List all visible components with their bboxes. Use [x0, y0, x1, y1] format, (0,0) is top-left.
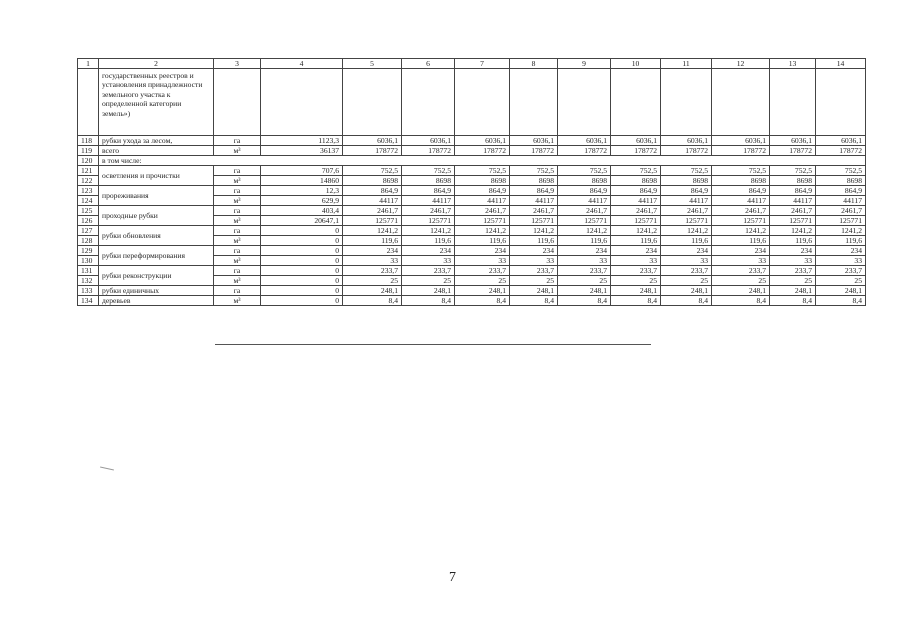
unit-cell: га	[214, 246, 261, 256]
table-cell	[661, 69, 712, 136]
value-cell: 0	[261, 256, 343, 266]
value-cell: 2461,7	[712, 206, 770, 216]
value-cell: 125771	[770, 216, 816, 226]
page-number: 7	[449, 570, 456, 585]
value-cell: 125771	[510, 216, 558, 226]
value-cell: 25	[402, 276, 455, 286]
row-label: в том числе:	[99, 156, 866, 166]
value-cell: 125771	[455, 216, 510, 226]
value-cell: 25	[343, 276, 402, 286]
value-cell: 178772	[455, 146, 510, 156]
table-cell	[510, 69, 558, 136]
value-cell: 12,3	[261, 186, 343, 196]
value-cell: 8,4	[712, 296, 770, 306]
unit-cell: га	[214, 206, 261, 216]
unit-cell: га	[214, 286, 261, 296]
value-cell: 25	[611, 276, 661, 286]
value-cell: 233,7	[343, 266, 402, 276]
value-cell: 119,6	[816, 236, 866, 246]
value-cell: 25	[558, 276, 611, 286]
value-cell: 234	[661, 246, 712, 256]
row-number: 133	[78, 286, 99, 296]
unit-cell: м³	[214, 146, 261, 156]
value-cell: 44117	[712, 196, 770, 206]
value-cell: 234	[712, 246, 770, 256]
column-number: 14	[816, 59, 866, 69]
value-cell: 752,5	[661, 166, 712, 176]
value-cell: 0	[261, 276, 343, 286]
value-cell: 6036,1	[455, 136, 510, 146]
value-cell: 248,1	[510, 286, 558, 296]
value-cell: 119,6	[343, 236, 402, 246]
value-cell: 248,1	[455, 286, 510, 296]
column-number: 11	[661, 59, 712, 69]
value-cell: 1241,2	[712, 226, 770, 236]
value-cell: 44117	[558, 196, 611, 206]
value-cell: 752,5	[343, 166, 402, 176]
value-cell: 119,6	[712, 236, 770, 246]
table-cell	[558, 69, 611, 136]
value-cell: 8,4	[611, 296, 661, 306]
row-number: 119	[78, 146, 99, 156]
unit-cell: м³	[214, 196, 261, 206]
table-cell	[214, 69, 261, 136]
row-label: государственных реестров и установления принадлежности земельного участка к определенной категории земель»)	[99, 69, 214, 136]
column-number: 13	[770, 59, 816, 69]
row-number: 125	[78, 206, 99, 216]
unit-cell: м³	[214, 276, 261, 286]
unit-cell: м³	[214, 256, 261, 266]
value-cell: 864,9	[510, 186, 558, 196]
value-cell: 178772	[816, 146, 866, 156]
value-cell: 248,1	[661, 286, 712, 296]
value-cell: 25	[770, 276, 816, 286]
table-row	[78, 206, 866, 216]
table-cell	[816, 69, 866, 136]
value-cell: 33	[402, 256, 455, 266]
value-cell: 33	[455, 256, 510, 266]
value-cell: 864,9	[558, 186, 611, 196]
value-cell: 234	[611, 246, 661, 256]
unit-cell: м³	[214, 296, 261, 306]
value-cell: 234	[770, 246, 816, 256]
value-cell: 233,7	[455, 266, 510, 276]
value-cell: 233,7	[558, 266, 611, 276]
row-label: рубки реконструкции	[99, 266, 214, 286]
table-row	[78, 146, 866, 156]
value-cell: 178772	[510, 146, 558, 156]
value-cell: 125771	[661, 216, 712, 226]
unit-cell: га	[214, 226, 261, 236]
value-cell: 864,9	[402, 186, 455, 196]
value-cell: 33	[611, 256, 661, 266]
value-cell: 125771	[611, 216, 661, 226]
value-cell: 125771	[343, 216, 402, 226]
value-cell: 0	[261, 286, 343, 296]
value-cell: 234	[402, 246, 455, 256]
value-cell: 234	[816, 246, 866, 256]
value-cell: 8698	[611, 176, 661, 186]
value-cell: 752,5	[712, 166, 770, 176]
value-cell: 234	[558, 246, 611, 256]
row-number: 118	[78, 136, 99, 146]
value-cell: 1123,3	[261, 136, 343, 146]
value-cell: 44117	[402, 196, 455, 206]
row-label: прореживания	[99, 186, 214, 206]
unit-cell: га	[214, 136, 261, 146]
table-row	[78, 156, 866, 166]
column-number: 7	[455, 59, 510, 69]
value-cell: 233,7	[661, 266, 712, 276]
value-cell: 2461,7	[510, 206, 558, 216]
value-cell: 8698	[816, 176, 866, 186]
unit-cell: га	[214, 186, 261, 196]
row-number: 123	[78, 186, 99, 196]
value-cell: 36137	[261, 146, 343, 156]
value-cell: 6036,1	[712, 136, 770, 146]
value-cell: 1241,2	[402, 226, 455, 236]
value-cell: 25	[816, 276, 866, 286]
value-cell: 8698	[770, 176, 816, 186]
value-cell: 1241,2	[611, 226, 661, 236]
value-cell: 0	[261, 266, 343, 276]
value-cell: 2461,7	[455, 206, 510, 216]
value-cell: 8,4	[402, 296, 455, 306]
row-number: 120	[78, 156, 99, 166]
value-cell: 25	[455, 276, 510, 286]
value-cell: 119,6	[510, 236, 558, 246]
table-cell	[402, 69, 455, 136]
value-cell: 33	[816, 256, 866, 266]
value-cell: 44117	[611, 196, 661, 206]
value-cell: 248,1	[712, 286, 770, 296]
value-cell: 2461,7	[770, 206, 816, 216]
column-number: 8	[510, 59, 558, 69]
table-row	[78, 266, 866, 276]
value-cell: 125771	[816, 216, 866, 226]
value-cell: 752,5	[558, 166, 611, 176]
value-cell: 119,6	[558, 236, 611, 246]
value-cell: 33	[343, 256, 402, 266]
table-row	[78, 69, 866, 136]
value-cell: 33	[510, 256, 558, 266]
scan-mark	[100, 467, 114, 471]
unit-cell: м³	[214, 236, 261, 246]
value-cell: 8698	[712, 176, 770, 186]
value-cell: 8698	[343, 176, 402, 186]
value-cell: 248,1	[611, 286, 661, 296]
column-number: 6	[402, 59, 455, 69]
column-number: 4	[261, 59, 343, 69]
row-number: 134	[78, 296, 99, 306]
value-cell: 6036,1	[816, 136, 866, 146]
value-cell: 119,6	[402, 236, 455, 246]
row-number: 127	[78, 226, 99, 236]
unit-cell: га	[214, 166, 261, 176]
value-cell: 864,9	[770, 186, 816, 196]
value-cell: 33	[661, 256, 712, 266]
value-cell: 864,9	[611, 186, 661, 196]
value-cell: 25	[661, 276, 712, 286]
value-cell: 178772	[611, 146, 661, 156]
column-number: 12	[712, 59, 770, 69]
value-cell: 33	[770, 256, 816, 266]
column-number: 1	[78, 59, 99, 69]
value-cell: 1241,2	[455, 226, 510, 236]
value-cell: 2461,7	[611, 206, 661, 216]
row-label: деревьев	[99, 296, 214, 306]
column-number: 2	[99, 59, 214, 69]
value-cell: 752,5	[455, 166, 510, 176]
table-row	[78, 296, 866, 306]
value-cell: 2461,7	[558, 206, 611, 216]
value-cell: 178772	[712, 146, 770, 156]
value-cell: 248,1	[816, 286, 866, 296]
value-cell: 178772	[343, 146, 402, 156]
value-cell: 752,5	[611, 166, 661, 176]
row-label: осветления и прочистки	[99, 166, 214, 186]
row-label: всего	[99, 146, 214, 156]
value-cell: 2461,7	[816, 206, 866, 216]
value-cell: 125771	[402, 216, 455, 226]
value-cell: 8698	[661, 176, 712, 186]
value-cell: 1241,2	[510, 226, 558, 236]
value-cell: 8,4	[510, 296, 558, 306]
value-cell: 403,4	[261, 206, 343, 216]
table-row	[78, 186, 866, 196]
value-cell: 8698	[402, 176, 455, 186]
table-header-row	[78, 59, 866, 69]
value-cell: 233,7	[402, 266, 455, 276]
value-cell: 8,4	[343, 296, 402, 306]
value-cell: 178772	[558, 146, 611, 156]
unit-cell: м³	[214, 176, 261, 186]
value-cell: 8,4	[816, 296, 866, 306]
value-cell: 178772	[661, 146, 712, 156]
value-cell: 33	[558, 256, 611, 266]
value-cell: 234	[343, 246, 402, 256]
row-label: рубки единичных	[99, 286, 214, 296]
value-cell: 1241,2	[343, 226, 402, 236]
column-number: 5	[343, 59, 402, 69]
value-cell: 25	[510, 276, 558, 286]
value-cell: 178772	[770, 146, 816, 156]
value-cell: 1241,2	[661, 226, 712, 236]
value-cell: 233,7	[611, 266, 661, 276]
value-cell: 1241,2	[770, 226, 816, 236]
table-cell	[261, 69, 343, 136]
value-cell: 20647,1	[261, 216, 343, 226]
row-number: 132	[78, 276, 99, 286]
value-cell: 6036,1	[402, 136, 455, 146]
value-cell: 8,4	[770, 296, 816, 306]
value-cell: 6036,1	[510, 136, 558, 146]
row-number: 122	[78, 176, 99, 186]
value-cell: 864,9	[455, 186, 510, 196]
value-cell: 1241,2	[558, 226, 611, 236]
value-cell: 248,1	[558, 286, 611, 296]
value-cell: 629,9	[261, 196, 343, 206]
table-row	[78, 246, 866, 256]
value-cell: 44117	[770, 196, 816, 206]
value-cell: 44117	[661, 196, 712, 206]
value-cell: 125771	[558, 216, 611, 226]
value-cell: 1241,2	[816, 226, 866, 236]
value-cell: 864,9	[816, 186, 866, 196]
value-cell: 248,1	[770, 286, 816, 296]
value-cell: 119,6	[661, 236, 712, 246]
value-cell: 0	[261, 246, 343, 256]
table-row	[78, 286, 866, 296]
value-cell: 44117	[510, 196, 558, 206]
value-cell: 6036,1	[558, 136, 611, 146]
value-cell: 752,5	[816, 166, 866, 176]
value-cell: 233,7	[510, 266, 558, 276]
value-cell: 864,9	[343, 186, 402, 196]
row-label: рубки переформирования	[99, 246, 214, 266]
unit-cell: га	[214, 266, 261, 276]
value-cell: 233,7	[712, 266, 770, 276]
value-cell: 248,1	[402, 286, 455, 296]
value-cell: 234	[455, 246, 510, 256]
value-cell: 2461,7	[343, 206, 402, 216]
row-number: 131	[78, 266, 99, 276]
value-cell: 752,5	[510, 166, 558, 176]
value-cell: 8,4	[558, 296, 611, 306]
table-row	[78, 166, 866, 176]
table-row	[78, 136, 866, 146]
value-cell: 6036,1	[770, 136, 816, 146]
value-cell: 25	[712, 276, 770, 286]
row-number: 124	[78, 196, 99, 206]
table-cell	[770, 69, 816, 136]
value-cell: 6036,1	[343, 136, 402, 146]
value-cell: 233,7	[770, 266, 816, 276]
table-cell	[611, 69, 661, 136]
forestry-data-table	[77, 58, 866, 306]
value-cell: 119,6	[611, 236, 661, 246]
value-cell: 44117	[343, 196, 402, 206]
value-cell: 707,6	[261, 166, 343, 176]
value-cell: 44117	[455, 196, 510, 206]
row-label: рубки обновления	[99, 226, 214, 246]
value-cell: 178772	[402, 146, 455, 156]
table-cell	[712, 69, 770, 136]
row-label: проходные рубки	[99, 206, 214, 226]
value-cell: 2461,7	[402, 206, 455, 216]
value-cell: 864,9	[712, 186, 770, 196]
value-cell: 33	[712, 256, 770, 266]
row-number: 128	[78, 236, 99, 246]
value-cell: 6036,1	[661, 136, 712, 146]
table-row	[78, 226, 866, 236]
value-cell: 752,5	[770, 166, 816, 176]
value-cell: 248,1	[343, 286, 402, 296]
value-cell: 125771	[712, 216, 770, 226]
value-cell: 14860	[261, 176, 343, 186]
value-cell: 6036,1	[611, 136, 661, 146]
value-cell: 8698	[510, 176, 558, 186]
row-number: 126	[78, 216, 99, 226]
value-cell: 8698	[558, 176, 611, 186]
value-cell: 0	[261, 226, 343, 236]
row-number: 129	[78, 246, 99, 256]
value-cell: 44117	[816, 196, 866, 206]
value-cell: 0	[261, 296, 343, 306]
unit-cell: м³	[214, 216, 261, 226]
column-number: 9	[558, 59, 611, 69]
column-number: 10	[611, 59, 661, 69]
table-cell	[455, 69, 510, 136]
table-cell	[343, 69, 402, 136]
row-number: 130	[78, 256, 99, 266]
row-label: рубки ухода за лесом,	[99, 136, 214, 146]
value-cell: 119,6	[770, 236, 816, 246]
column-number: 3	[214, 59, 261, 69]
value-cell: 8698	[455, 176, 510, 186]
value-cell: 2461,7	[661, 206, 712, 216]
value-cell: 8,4	[661, 296, 712, 306]
horizontal-rule	[215, 344, 651, 345]
value-cell: 8,4	[455, 296, 510, 306]
value-cell: 864,9	[661, 186, 712, 196]
value-cell: 233,7	[816, 266, 866, 276]
value-cell: 0	[261, 236, 343, 246]
row-number: 121	[78, 166, 99, 176]
value-cell: 119,6	[455, 236, 510, 246]
row-number	[78, 69, 99, 136]
value-cell: 752,5	[402, 166, 455, 176]
value-cell: 234	[510, 246, 558, 256]
